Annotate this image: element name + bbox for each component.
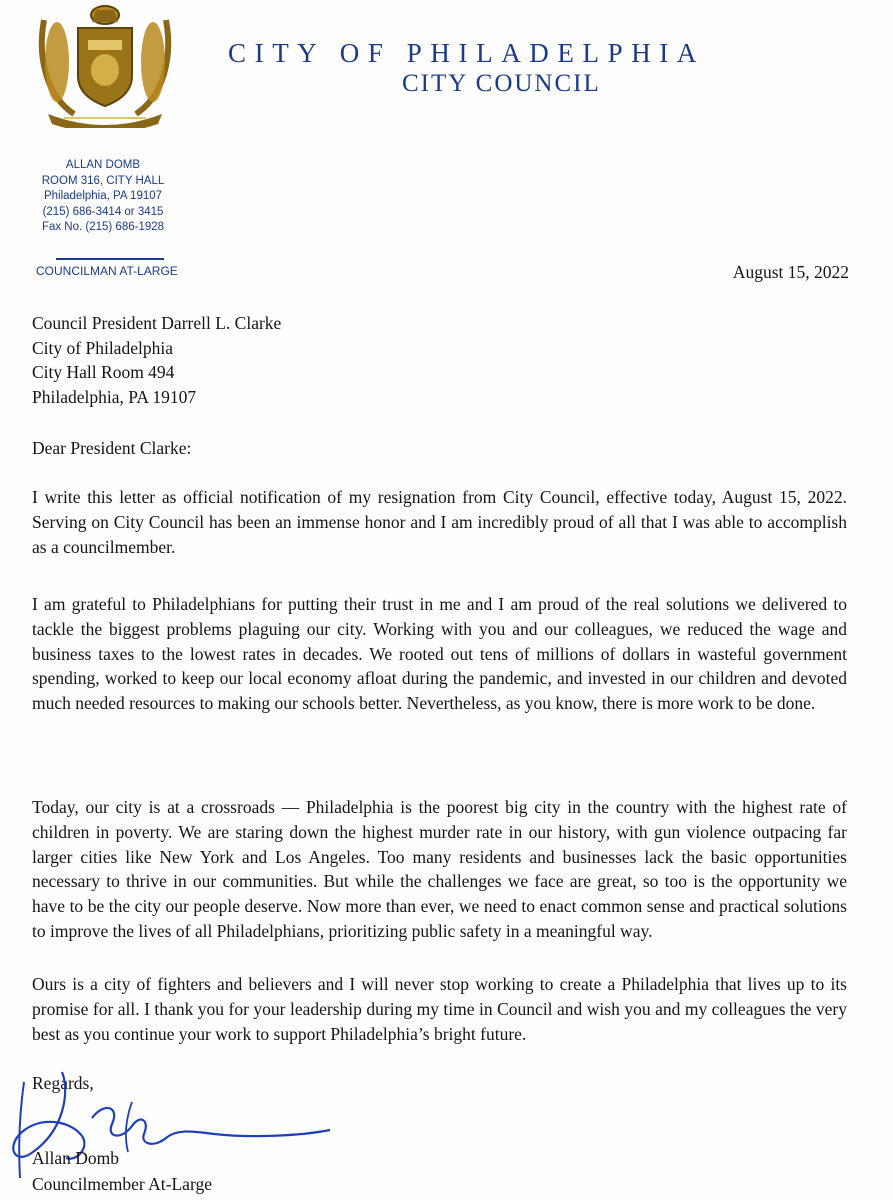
office-fax: Fax No. (215) 686-1928 (41, 221, 165, 233)
office-phone: (215) 686-3414 or 3415 (42, 205, 164, 218)
signer-name: Allan Domb (32, 1148, 120, 1168)
letterhead-council: CITY COUNCIL (402, 70, 601, 97)
office-city: Philadelphia, PA 19107 (43, 190, 163, 202)
signer-title: Councilmember At-Large (32, 1174, 212, 1194)
letter-date: August 15, 2022 (732, 262, 849, 282)
recipient-line: City Hall Room 494 (32, 362, 175, 382)
office-address-block (30, 158, 176, 236)
letterhead-city: CITY OF PHILADELPHIA (228, 38, 705, 68)
recipient-address (32, 311, 847, 409)
office-name: ALLAN DOMB (65, 159, 141, 171)
closing: Regards, (32, 1073, 94, 1093)
city-seal-icon (34, 2, 176, 128)
office-title: COUNCILMAN AT-LARGE (36, 264, 178, 278)
office-room: ROOM 316, CITY HALL (41, 174, 165, 187)
body-paragraph: I am grateful to Philadelphians for putting their trust in me and I am proud of the real solutions we delivered to tackle the biggest problems plaguing our city. Working with you and our colleagues, we reduced the wage and business taxes to the lowest rates in decades. We rooted out tens of millions of dollars in wasteful government spending, worked to keep our local economy afloat during the pandemic, and invested in our children and devoted much needed resources to making our schools better. Nevertheless, as you know, there is more work to be done. (32, 594, 847, 714)
recipient-line: Council President Darrell L. Clarke (32, 313, 282, 333)
body-paragraph: Ours is a city of fighters and believers and I will never stop working to create a Philadelphia that lives up to its promise for all. I thank you for your leadership during my time in Council and wish you and my colleagues the very best as you continue your work to support Philadelphia’s bright future. (32, 974, 847, 1044)
address-divider (56, 258, 164, 260)
salutation: Dear President Clarke: (32, 438, 192, 458)
recipient-line: Philadelphia, PA 19107 (32, 386, 197, 407)
recipient-line: City of Philadelphia (32, 337, 173, 358)
body-paragraph: Today, our city is at a crossroads — Philadelphia is the poorest big city in the country with the highest rate of children in poverty. We are staring down the highest murder rate in our history, with gun violence outpacing far larger cities like New York and Los Angeles. Too many residents and businesses lack the basic opportunities necessary to thrive in our communities. But while the challenges we face are great, so too is the opportunity we have to be the city our people deserve. Now more than ever, we need to enact common sense and practical solutions to improve the lives of all Philadelphians, prioritizing public safety in a meaningful way. (32, 797, 847, 941)
body-paragraph: I write this letter as official notification of my resignation from City Council, effective today, August 15, 2022. Serving on City Council has been an immense honor and I am incredibly proud of all that I was able to accomplish as a councilmember. (32, 487, 847, 557)
